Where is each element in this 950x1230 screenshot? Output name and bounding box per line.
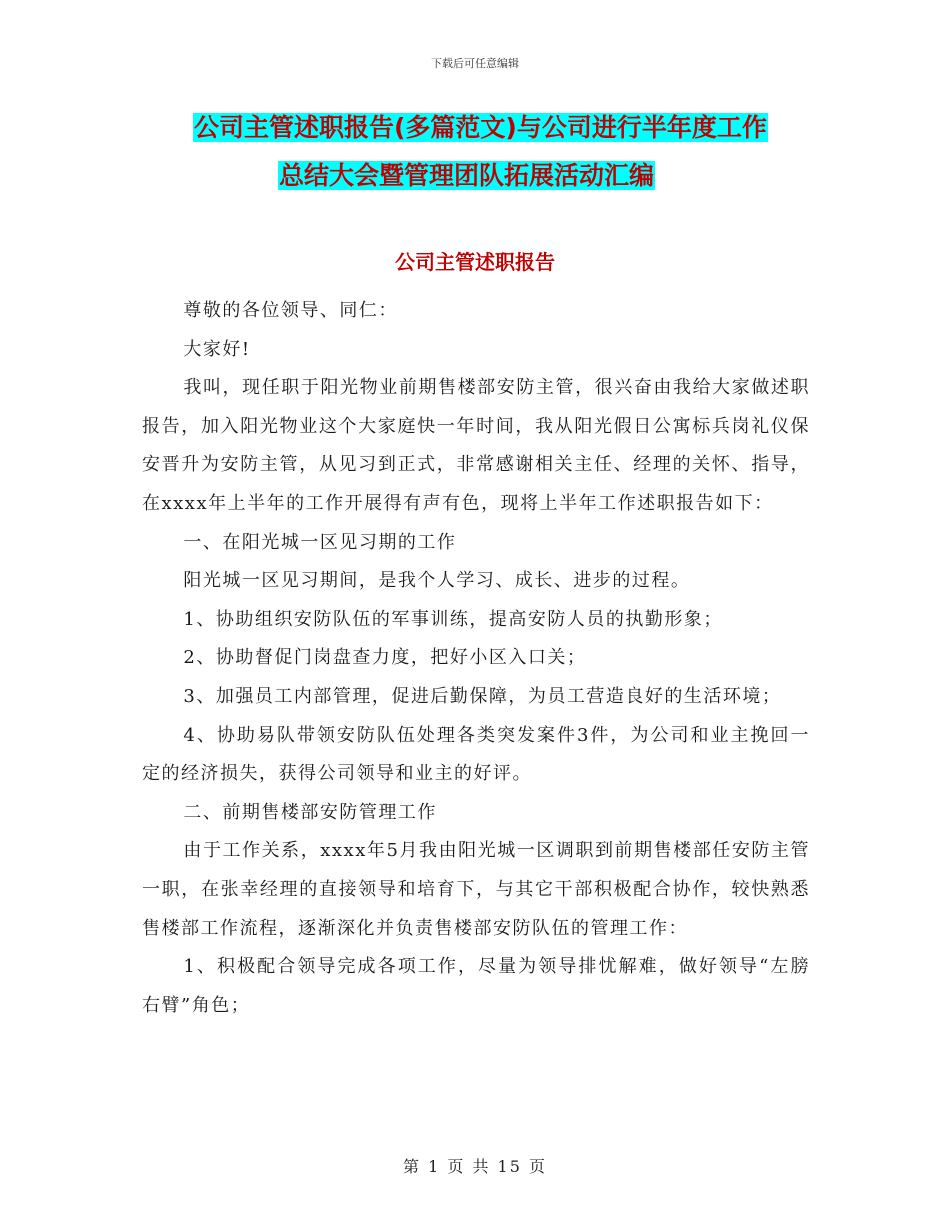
main-title-line-1-text: 公司主管述职报告(多篇范文)与公司进行半年度工作 bbox=[194, 113, 767, 142]
paragraph: 由于工作关系，xxxx年5月我由阳光城一区调职到前期售楼部任安防主管一职，在张幸经理的直接领导和培育下，与其它干部积极配合协作，较快熟悉售楼部工作流程，逐渐深化并负责售楼部安防队伍的管理工作： bbox=[142, 840, 810, 939]
page-footer: 第 1 页 共 15 页 bbox=[403, 1157, 547, 1176]
paragraph-salutation: 尊敬的各位领导、同仁： bbox=[183, 300, 398, 321]
main-title-line-2 bbox=[0, 158, 950, 194]
paragraph-intro: 我叫，现任职于阳光物业前期售楼部安防主管，很兴奋由我给大家做述职报告，加入阳光物业这个大家庭快一年时间，我从阳光假日公寓标兵岗礼仪保安晋升为安防主管，从见习到正式，非常感谢相关主任、经理的关怀、指导，在xxxx年上半年的工作开展得有声有色，现将上半年工作述职报告如下： bbox=[142, 377, 810, 514]
list-item: 2、协助督促门岗盘查力度，把好小区入口关； bbox=[183, 647, 587, 669]
paragraph: 阳光城一区见习期间，是我个人学习、成长、进步的过程。 bbox=[183, 570, 691, 592]
paragraph-greeting: 大家好! bbox=[183, 338, 251, 360]
header-note: 下载后可任意编辑 bbox=[431, 57, 519, 70]
heading-section-2: 二、前期售楼部安防管理工作 bbox=[183, 801, 437, 823]
main-title-line-2-text: 总结大会暨管理团队拓展活动汇编 bbox=[279, 161, 655, 190]
list-item: 1、积极配合领导完成各项工作，尽量为领导排忧解难，做好领导“左膀右臂”角色； bbox=[142, 956, 810, 1016]
body-text bbox=[142, 292, 810, 1025]
list-item: 4、协助易队带领安防队伍处理各类突发案件3件，为公司和业主挽回一定的经济损失，获得公司领导和业主的好评。 bbox=[142, 724, 810, 785]
list-item: 3、加强员工内部管理，促进后勤保障，为员工营造良好的生活环境； bbox=[183, 685, 782, 707]
main-title-line-1 bbox=[0, 110, 950, 146]
list-item: 1、协助组织安防队伍的军事训练，提高安防人员的执勤形象； bbox=[183, 608, 723, 630]
heading-section-1: 一、在阳光城一区见习期的工作 bbox=[183, 531, 457, 553]
section-title: 公司主管述职报告 bbox=[395, 250, 555, 274]
